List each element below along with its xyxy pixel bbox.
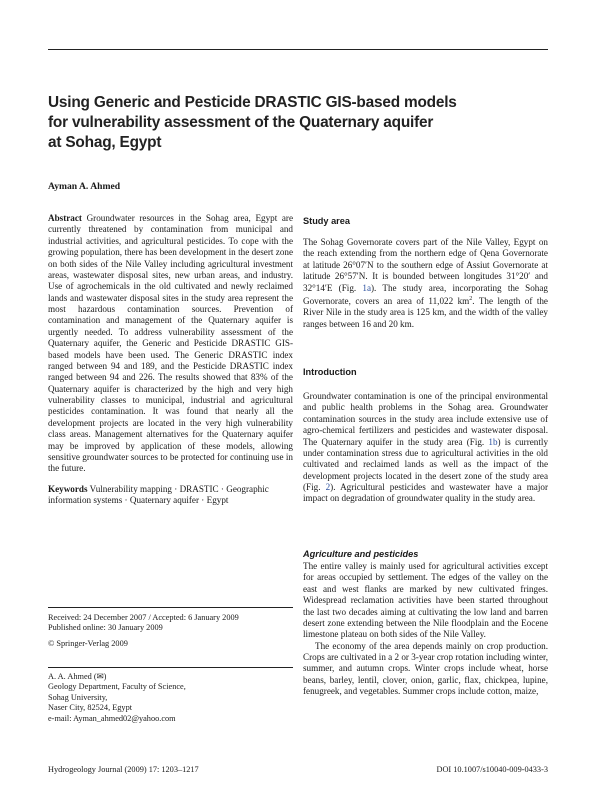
- affil-name: A. A. Ahmed (✉): [48, 672, 107, 681]
- journal-citation: Hydrogeology Journal (2009) 17: 1203–1217: [48, 765, 199, 774]
- fig-1a-link[interactable]: 1a: [362, 282, 372, 293]
- study-area-part1: The Sohag Governorate covers part of the Nile Valley, Egypt on the reach extending from the northern edge of Qena Governorate at latitude 26°07′N to the southern edge of Assiut Governorate at latitude 26°57′N. It is bounded between longitudes 31°20′ and 32°14′E (Fig.: [303, 237, 548, 293]
- fig-1b-link[interactable]: 1b: [488, 436, 498, 447]
- abstract-label: Abstract: [48, 213, 82, 223]
- km-superscript: 2: [469, 295, 473, 302]
- author-name: Ayman A. Ahmed: [48, 181, 121, 192]
- affil-univ: Sohag University,: [48, 692, 108, 702]
- keywords-label: Keywords: [48, 483, 88, 494]
- study-area-heading: Study area: [303, 216, 350, 226]
- top-rule: [48, 49, 548, 50]
- keywords: [48, 484, 293, 507]
- affiliation-block: [48, 672, 293, 724]
- abstract: [48, 213, 293, 475]
- agriculture-heading: Agriculture and pesticides: [303, 549, 419, 559]
- intro-part2: ) is currently under contamination stress due to agricultural activities in the old cultivated and reclaimed lands as well as the impact of the development projects located in the desert zone of the study area (Fig.: [303, 436, 549, 492]
- introduction-text: [303, 391, 548, 505]
- study-area-text: [303, 237, 548, 330]
- doi: DOI 10.1007/s10040-009-0433-3: [436, 765, 548, 774]
- received-date: Received: 24 December 2007 / Accepted: 6 January 2009: [48, 613, 239, 622]
- introduction-paragraph: [303, 391, 548, 505]
- keywords-text: Vulnerability mapping · DRASTIC · Geographic information systems · Quaternary aquifer · Egypt: [48, 483, 269, 505]
- affil-dept: Geology Department, Faculty of Science,: [48, 682, 186, 692]
- affil-city: Naser City, 82524, Egypt: [48, 703, 133, 713]
- paper-title: [48, 93, 518, 153]
- agriculture-text: [303, 561, 548, 698]
- copyright: © Springer-Verlag 2009: [48, 638, 128, 648]
- published-date: Published online: 30 January 2009: [48, 623, 163, 633]
- agriculture-paragraph-1: The entire valley is mainly used for agricultural activities except for areas occupied by settlement. The edges of the valley on the east and west flanks are marked by new cultivated fringes. Widespread reclamation activities have been started throughout the last two decades aiming at cultivating the low land and barren desert zone extending between the Nile floodplain and the Eocene limestone plateau on both sides of the Nile Valley.: [303, 561, 548, 640]
- title-line-3: at Sohag, Egypt: [48, 134, 162, 151]
- title-line-2: for vulnerability assessment of the Quaternary aquifer: [48, 114, 434, 131]
- intro-part1: Groundwater contamination is one of the principal environmental and public health problems in the Sohag area. Groundwater contamination sources in the study area include extensive use of agro-chemical fertilizers and pesticides and wastewater disposal. The Quaternary aquifer in the study area (Fig.: [303, 391, 548, 447]
- study-area-part3: . The length of the River Nile in the study area is 125 km, and the width of the valley ranges between 16 and 20 km.: [303, 295, 548, 329]
- left-footnote-rule: [48, 607, 293, 608]
- abstract-text: Groundwater resources in the Sohag area, Egypt are currently threatened by contamination from municipal and industrial activities, and agricultural pesticides. To cope with the growing population, there has been development in the desert zone on both sides of the Nile Valley including agricultural investment areas, wastewater disposal sites, new urban areas, and industry. Use of agrochemicals in the old cultivated and newly reclaimed lands and wastewater disposal sites in the study area represent the most hazardous contamination sources. Prevention of contamination and management of the Quaternary aquifer is urgently needed. To address vulnerability assessment of the Quaternary aquifer, the Generic and Pesticide DRASTIC GIS-based models have been used. The Generic DRASTIC index ranged between 94 and 189, and the Pesticide DRASTIC index ranged between 94 and 226. The results showed that 83% of the Quaternary aquifer is characterized by the high and very high vulnerability classes to municipal, industrial and agricultural pesticides contamination. It was found that nearly all the development projects are located in the very high vulnerability class areas. Management alternatives for the Quaternary aquifer may be improved by application of these models, allowing sensitive groundwater sources to be protected for continuing use in the future.: [48, 213, 294, 474]
- left-column: [48, 213, 293, 506]
- dates-block: [48, 613, 293, 649]
- affiliation-rule: [48, 667, 293, 668]
- affil-email: e-mail: Ayman_ahmed02@yahoo.com: [48, 713, 176, 723]
- agriculture-paragraph-2: The economy of the area depends mainly on crop production. Crops are cultivated in a 2 or 3-year crop rotation including winter, summer, and autumn crops. Winter crops include wheat, horse beans, barley, lentil, clover, onion, garlic, flax, chickpea, lupine, fenugreek, and vegetables. Summer crops include cotton, maize,: [303, 640, 548, 697]
- title-line-1: Using Generic and Pesticide DRASTIC GIS-based models: [48, 94, 457, 111]
- intro-part3: ). Agricultural pesticides and wastewater have a major impact on degradation of groundwater quality in the study area.: [303, 482, 548, 504]
- introduction-heading: Introduction: [303, 367, 357, 377]
- fig-2-link[interactable]: 2: [325, 482, 331, 492]
- study-area-paragraph: [303, 237, 548, 330]
- study-area-part2: ). The study area, incorporating the Sohag Governorate, covers an area of 11,022 km: [303, 282, 548, 306]
